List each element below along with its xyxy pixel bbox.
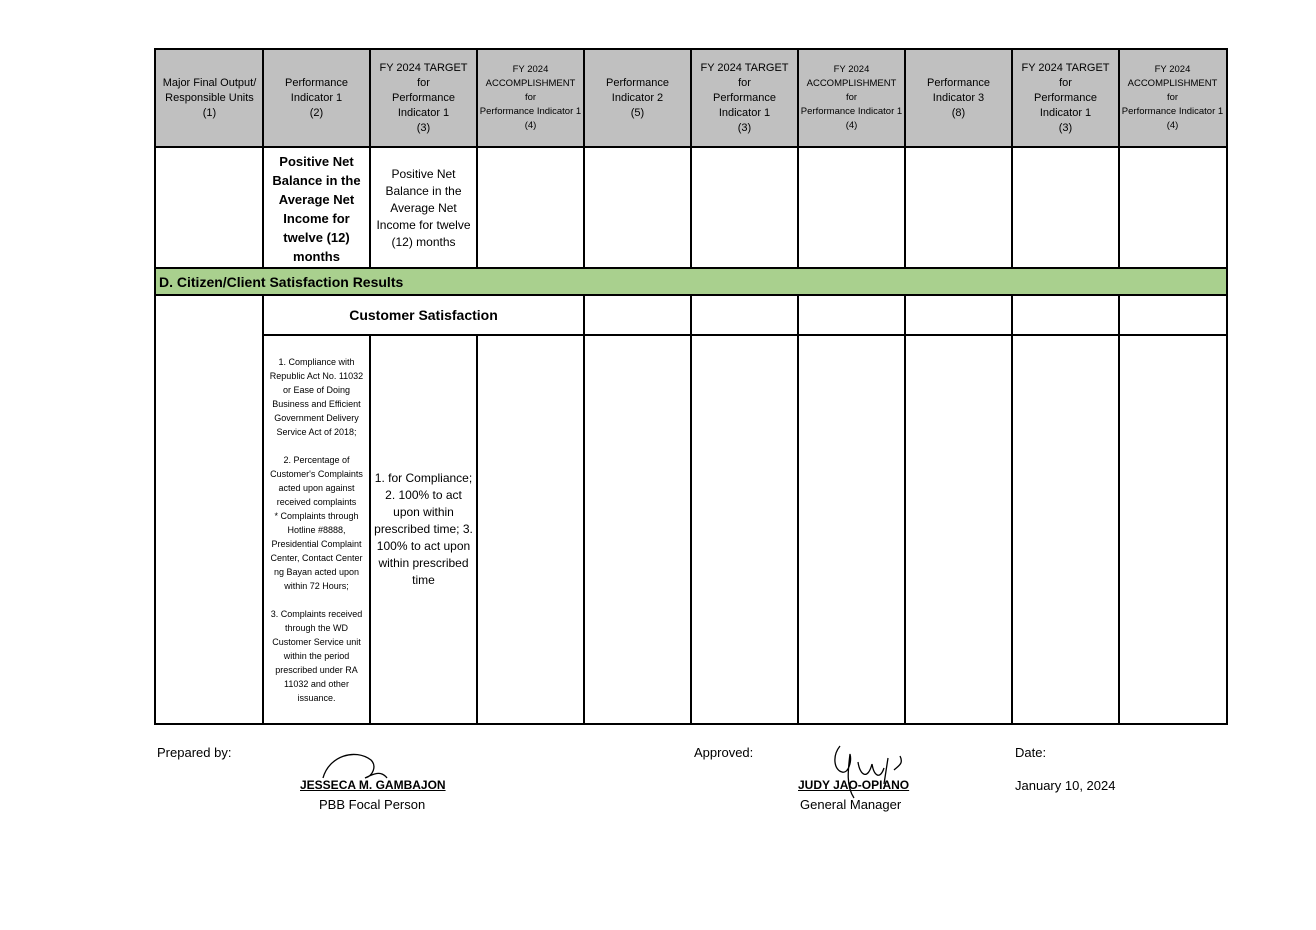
header-accomplishment-2: FY 2024 ACCOMPLISHMENT for Performance Indicator 1 (4) (798, 50, 905, 148)
header-performance-indicator-1: Performance Indicator 1 (2) (263, 50, 370, 148)
prepared-by-label: Prepared by: (157, 745, 232, 760)
row1-target: Positive Net Balance in the Average Net Income for twelve (12) months (376, 167, 471, 249)
compliance-indicators: 1. Compliance with Republic Act No. 11032 or Ease of Doing Business and Efficient Government Delivery Service Act of 2018; 2. Percentage of Customer's Complaints acted upon against received complaints * Complaints through Hotline #8888, Presidential Complaint Center, Contact Center ng Bayan acted upon within 72 Hours; 3. Complaints received through the WD Customer Service unit within the period prescribed under RA 11032 and other issuance. (269, 356, 364, 703)
approved-label: Approved: (694, 745, 754, 760)
header-performance-indicator-2: Performance Indicator 2 (5) (584, 50, 691, 148)
compliance-target: 1. for Compliance; 2. 100% to act upon within prescribed time; 3. 100% to act upon within prescribed time (374, 471, 473, 587)
customer-satisfaction-heading: Customer Satisfaction (349, 307, 498, 323)
approved-title: General Manager (800, 797, 902, 812)
header-major-final-output: Major Final Output/ Responsible Units (1) (156, 50, 263, 148)
section-title: D. Citizen/Client Satisfaction Results (159, 273, 404, 290)
header-accomplishment-3: FY 2024 ACCOMPLISHMENT for Performance Indicator 1 (4) (1119, 50, 1226, 148)
date-value: January 10, 2024 (1015, 778, 1116, 793)
date-label: Date: (1015, 745, 1047, 760)
prepared-title: PBB Focal Person (319, 797, 426, 812)
header-accomplishment-1: FY 2024 ACCOMPLISHMENT for Performance Indicator 1 (4) (477, 50, 584, 148)
section-citizen-satisfaction (156, 267, 1226, 296)
row1-indicator: Positive Net Balance in the Average Net Income for twelve (12) months (272, 153, 361, 264)
header-target-3: FY 2024 TARGET for Performance Indicator 1 (3) (1012, 50, 1119, 148)
header-target-2: FY 2024 TARGET for Performance Indicator 1 (3) (691, 50, 798, 148)
performance-table (154, 48, 1228, 725)
prepared-name: JESSECA M. GAMBAJON (300, 778, 446, 792)
header-performance-indicator-3: Performance Indicator 3 (8) (905, 50, 1012, 148)
header-target-1: FY 2024 TARGET for Performance Indicator 1 (3) (370, 50, 477, 148)
approved-name: JUDY JAO-OPIANO (798, 778, 910, 792)
